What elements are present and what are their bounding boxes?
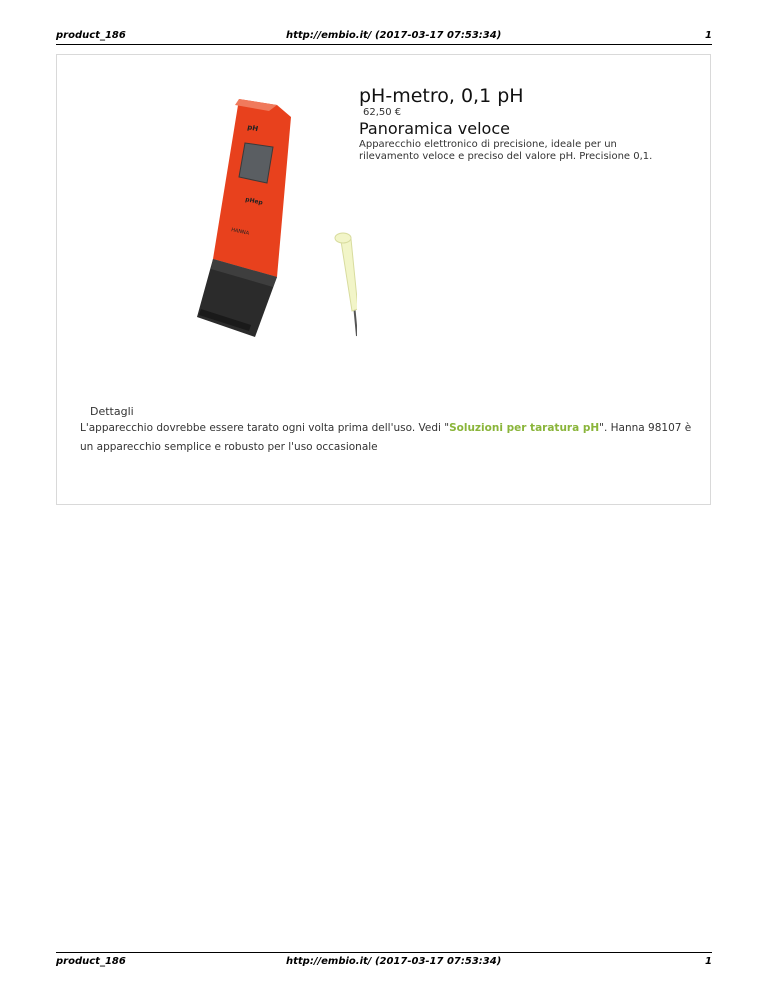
page-header xyxy=(56,28,712,45)
details-text-after: ". Hanna 98107 è un apparecchio semplice e robusto per l'uso occasionale xyxy=(80,422,692,453)
product-price: 62,50 € xyxy=(363,107,402,118)
calibration-solutions-link[interactable]: Soluzioni per taratura pH xyxy=(449,422,600,434)
product-title: pH-metro, 0,1 pH xyxy=(359,85,524,107)
svg-text:pHep: pHep xyxy=(244,196,264,207)
footer-source-url: http://embio.it/ (2017-03-17 07:53:34) xyxy=(286,956,502,967)
ph-meter-icon xyxy=(197,99,291,337)
header-doc-name: product_186 xyxy=(56,30,126,41)
svg-text:pH: pH xyxy=(246,123,259,134)
overview-text: Apparecchio elettronico di precisione, ideale per un rilevamento veloce e preciso del valore pH. Precisione 0,1. xyxy=(359,139,653,162)
header-page-number: 1 xyxy=(705,30,712,41)
details-heading: Dettagli xyxy=(90,405,134,418)
product-card xyxy=(56,54,711,505)
electrode-icon xyxy=(335,233,357,336)
overview-heading: Panoramica veloce xyxy=(359,119,510,138)
page-footer xyxy=(56,952,712,969)
details-text xyxy=(80,419,700,457)
footer-page-number: 1 xyxy=(705,956,712,967)
product-image xyxy=(127,91,357,351)
footer-doc-name: product_186 xyxy=(56,956,126,967)
details-text-before: L'apparecchio dovrebbe essere tarato ogni volta prima dell'uso. Vedi " xyxy=(80,422,450,434)
svg-text:HANNA: HANNA xyxy=(230,227,250,237)
header-source-url: http://embio.it/ (2017-03-17 07:53:34) xyxy=(286,30,502,41)
